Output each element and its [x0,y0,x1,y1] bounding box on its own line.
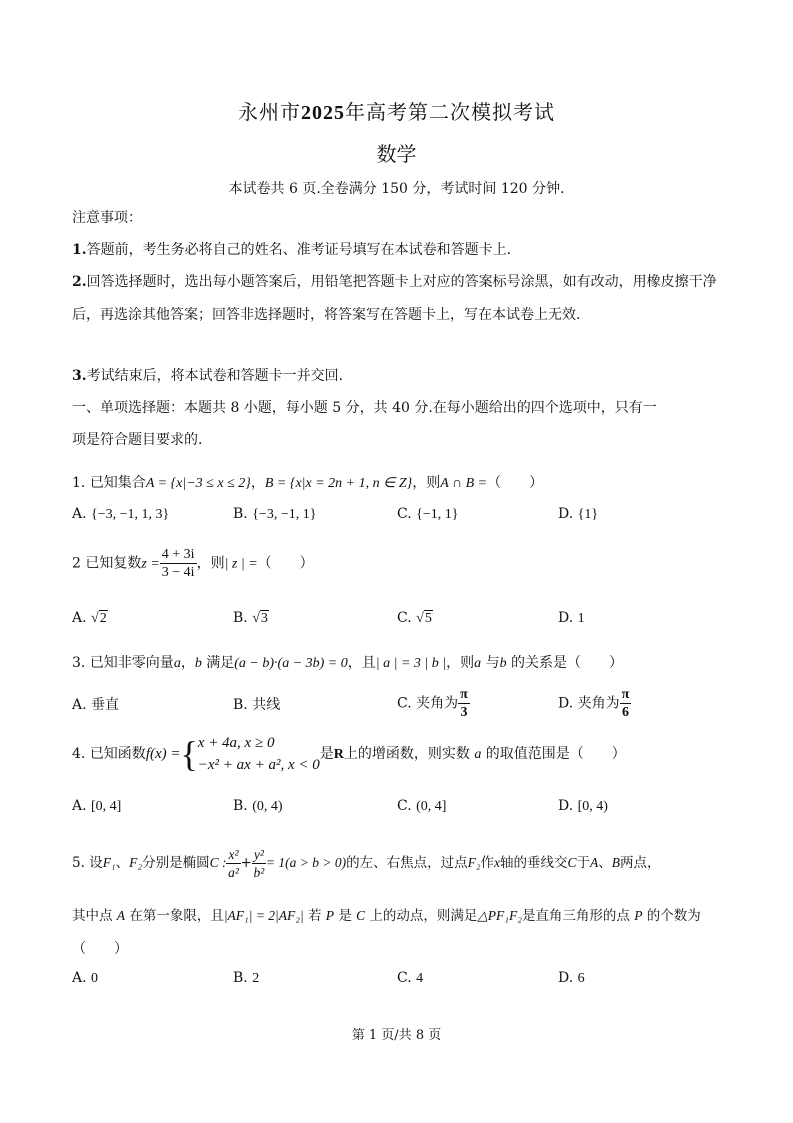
q2-fraction: $\frac{4 + 3i}{3 - 4i}$ [161,547,195,580]
question-1: 1. 已知集合A = {x|−3 ≤ x ≤ 2}，B = {x|x = 2n + 1, n ∈ Z}，则A ∩ B =（ ） [72,475,544,491]
q3-option-b: B. 共线 [233,697,281,713]
q4-option-c: C. (0, 4] [397,798,447,814]
notice-item-1: 1.答题前，考生务必将自己的姓名、准考证号填写在本试卷和答题卡上. [72,242,512,258]
q4-option-d: D. [0, 4) [558,798,608,814]
q5-option-c: C. 4 [397,970,424,986]
q5-option-a: A. 0 [72,970,99,986]
question-5-paren: （ ） [72,941,128,957]
page-footer: 第 1 页/共 8 页 [351,1028,442,1043]
q2-option-b: B. √3 [233,610,268,626]
notice-item-2: 2.回答选择题时，选出每小题答案后，用铅笔把答题卡上对应的答案标号涂黑，如有改动，用橡皮擦干净后，再选涂其他答案；回答非选择题时，将答案写在答题卡上，写在本试卷上无效. [72,274,717,323]
q3-option-d: D. 夹角为 $\frac{\pi}{6}$ [558,687,630,720]
q3-option-a: A. 垂直 [72,697,120,713]
q3-option-c: C. 夹角为 $\frac{\pi}{3}$ [397,687,468,720]
question-2: 2 已知复数z = $\frac{4 + 3i}{3 - 4i}$ ，则| z | =（ ） [72,547,314,580]
exam-subject: 数学 [376,142,417,166]
question-3: 3. 已知非零向量a，b 满足(a − b)·(a − 3b) = 0，且| a | = 3 | b |，则a 与b 的关系是（ ） [72,655,624,671]
exam-title: 永州市2025年高考第二次模拟考试 [238,100,555,124]
q1-option-d: D. {1} [558,506,599,522]
section-heading-cont: 项是符合题目要求的. [72,432,203,448]
notice-item-3: 3.考试结束后，将本试卷和答题卡一并交回. [72,368,344,384]
piecewise-brace: { [180,734,198,774]
notice-heading: 注意事项： [72,210,142,226]
q4-option-b: B. (0, 4) [233,798,283,814]
section-heading: 一、单项选择题：本题共 8 小题，每小题 5 分，共 40 分.在每小题给出的四个选项中，只有一 [72,400,657,416]
q5-option-d: D. 6 [558,970,585,986]
q1-option-b: B. {−3, −1, 1} [233,506,317,522]
q2-option-c: C. √5 [397,610,432,626]
q2-option-a: A. √2 [72,610,107,626]
question-5-line-2: 其中点 A 在第一象限，且|AF₁| = 2|AF₂| 若 P 是 C 上的动点，则满足△PF₁F₂是直角三角形的点 P 的个数为 [72,908,701,924]
question-4: 4. 已知函数f(x) ={x + 4a, x ≥ 0 −x² + ax + a², x < 0是R上的增函数，则实数 a 的取值范围是（ ） [72,734,626,774]
question-5: 5. 设F₁、F₂分别是椭圆C : $\frac{\text{x²}}{\text{a²}}$ + $\frac{\text{y²}}{\text{b²}}$ = 1(a > b > 0)的左、右焦点，过点F₂作x轴的垂线交C于A、B两点， [72,847,661,880]
q1-option-a: A. {−3, −1, 1, 3} [72,506,170,522]
exam-intro: 本试卷共 6 页.全卷满分 150 分，考试时间 120 分钟. [228,181,565,197]
q1-option-c: C. {−1, 1} [397,506,459,522]
piecewise-cases: x + 4a, x ≥ 0 −x² + ax + a², x < 0 [197,735,320,773]
q5-option-b: B. 2 [233,970,260,986]
q4-option-a: A. [0, 4] [72,798,122,814]
q2-option-d: D. 1 [558,610,585,626]
